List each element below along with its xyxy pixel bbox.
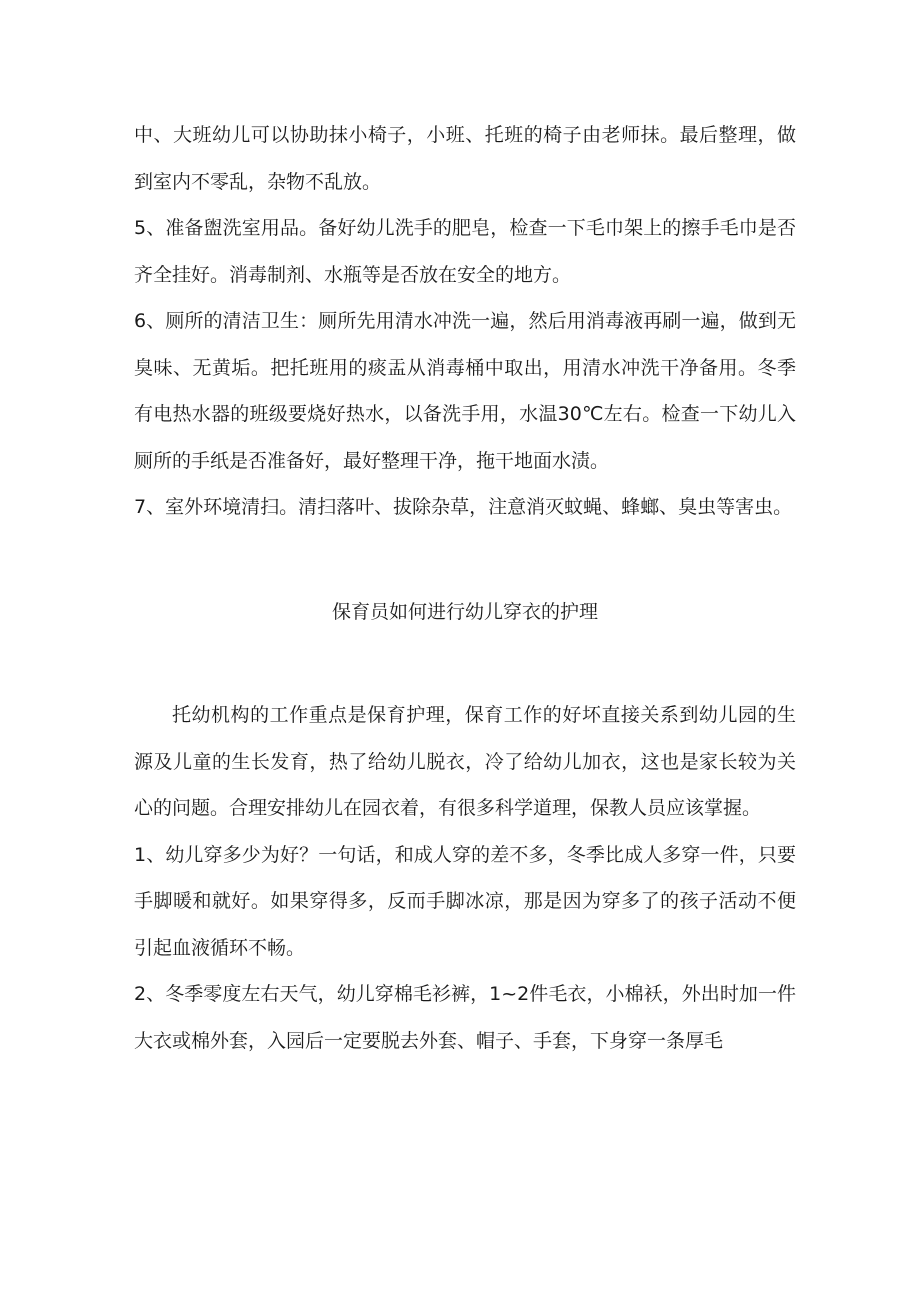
paragraph-cleaning-chairs: 中、大班幼儿可以协助抹小椅子，小班、托班的椅子由老师抹。最后整理，做到室内不零乱，杂物不乱放。 [134,124,796,193]
paragraph-item-6: 6、厕所的清洁卫生：厕所先用清水冲洗一遍，然后用消毒液再刷一遍，做到无臭味、无黄垢。把托班用的痰盂从消毒桶中取出，用清水冲洗干净备用。冬季有电热水器的班级要烧好热水，以备洗手用，水温30℃左右。检查一下幼儿入厕所的手纸是否准备好，最好整理干净，拖干地面水渍。 [134,310,796,472]
paragraph-intro: 托幼机构的工作重点是保育护理，保育工作的好坏直接关系到幼儿园的生源及儿童的生长发育，热了给幼儿脱衣，冷了给幼儿加衣，这也是家长较为关心的问题。合理安排幼儿在园衣着，有很多科学道理，保教人员应该掌握。 [134,704,796,819]
spacer [134,635,796,692]
paragraph-item-7: 7、室外环境清扫。清扫落叶、拔除杂草，注意消灭蚊蝇、蜂螂、臭虫等害虫。 [134,496,793,518]
paragraph-item-5: 5、准备盥洗室用品。备好幼儿洗手的肥皂，检查一下毛巾架上的擦手毛巾是否齐全挂好。消毒制剂、水瓶等是否放在安全的地方。 [134,217,796,286]
section-title: 保育员如何进行幼儿穿衣的护理 [331,600,598,623]
document-body [134,112,796,1064]
spacer [134,531,796,589]
paragraph-item-1: 1、幼儿穿多少为好？一句话，和成人穿的差不多，冬季比成人多穿一件，只要手脚暖和就好。如果穿得多，反而手脚冰凉，那是因为穿多了的孩子活动不便引起血液循环不畅。 [134,843,796,959]
paragraph-item-2: 2、冬季零度左右天气，幼儿穿棉毛衫裤，1~2件毛衣，小棉袄，外出时加一件大衣或棉外套，入园后一定要脱去外套、帽子、手套，下身穿一条厚毛 [134,983,796,1052]
